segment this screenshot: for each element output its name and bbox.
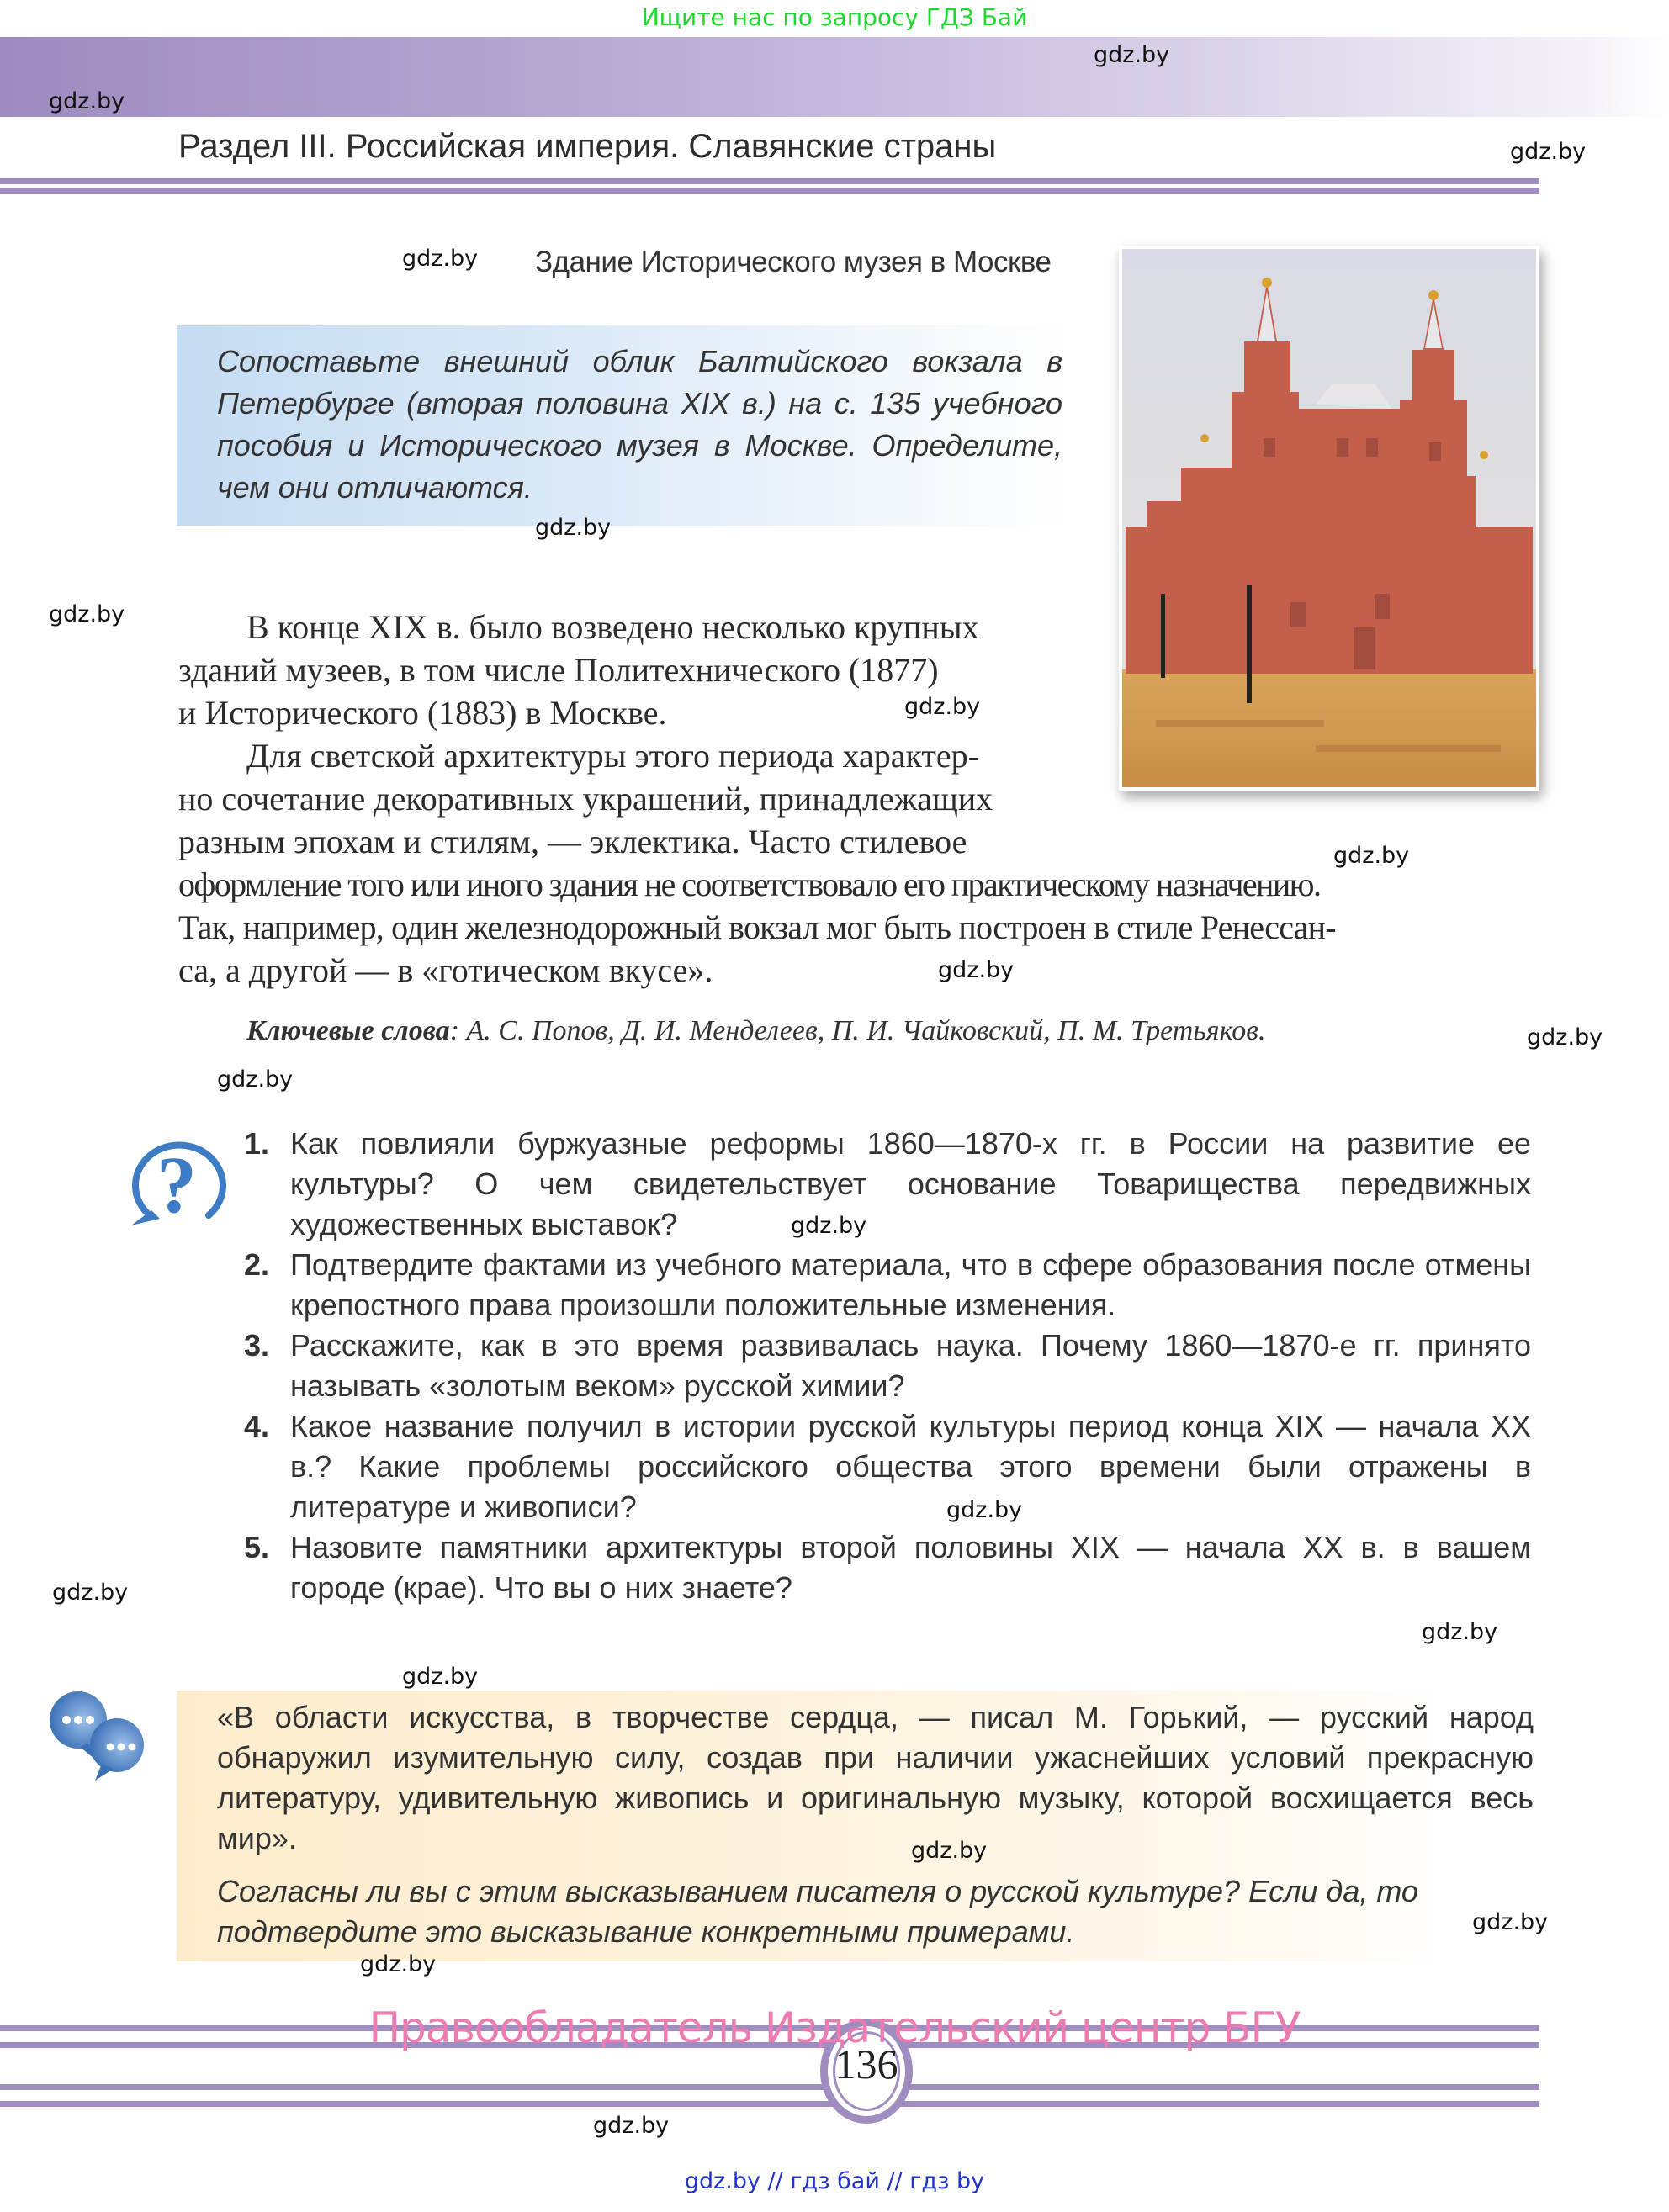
paragraph-line: и Исторического (1883) в Москве. bbox=[178, 694, 667, 732]
question-item: 3. Расскажите, как в это время развивалась наука. Почему 1860—1870-е гг. принято называть «золотым веком» русской химии? bbox=[244, 1328, 1531, 1403]
paragraph-line: оформление того или иного здания не соответствовало его практическому назначению. bbox=[178, 865, 1321, 903]
paragraph-line: но сочетание декоративных украшений, принадлежащих bbox=[178, 780, 993, 818]
task-text: Сопоставьте внешний облик Балтийского вокзала в Петербурге (вторая половина XIX в.) на с. 135 учебного пособия и Исторического музея в Москве. Определите, чем они отличаются. bbox=[217, 344, 1062, 505]
figure-caption: Здание Исторического музея в Москве bbox=[535, 246, 1052, 278]
gdz-watermark: gdz.by bbox=[1422, 1619, 1498, 1645]
historical-museum-image bbox=[1122, 249, 1536, 787]
question-item: 4. Какое название получил в истории русской культуры период конца XIX — начала XX в.? Какие проблемы российского общества этого времени были отражены в литературе и живописи? bbox=[244, 1409, 1531, 1524]
paragraph-line: Так, например, один железнодорожный вокзал мог быть построен в стиле Ренессан- bbox=[178, 908, 1336, 946]
footer-links[interactable]: gdz.by // гдз бай // гдз by bbox=[684, 2168, 985, 2194]
page-number: 136 bbox=[834, 2040, 898, 2088]
gdz-watermark: gdz.by bbox=[52, 1580, 129, 1606]
header-rule bbox=[0, 178, 1539, 184]
svg-text:?: ? bbox=[156, 1140, 197, 1228]
footer-rule bbox=[0, 2101, 1539, 2107]
gdz-watermark: gdz.by bbox=[402, 246, 479, 272]
gdz-watermark: gdz.by bbox=[938, 957, 1015, 983]
gdz-watermark: gdz.by bbox=[360, 1951, 437, 1977]
chat-bubbles-icon bbox=[46, 1686, 151, 1783]
paragraph-line: са, а другой — в «готическом вкусе». bbox=[178, 951, 713, 989]
question-item: 5. Назовите памятники архитектуры второй половины XIX — начала XX в. в вашем городе (крае). Что вы о них знаете? bbox=[244, 1530, 1531, 1605]
key-words bbox=[246, 1015, 1265, 1047]
gdz-watermark: gdz.by bbox=[535, 515, 612, 541]
gorky-quote: «В области искусства, в творчестве сердца, — писал М. Горький, — русский народ обнаружил изумительную силу, создав при наличии ужаснейших условий прекрасную литературу, удивительную живопись и оригинальную музыку, которой восхищается весь мир». bbox=[217, 1700, 1534, 1855]
museum-photo bbox=[1119, 246, 1539, 791]
search-hint-banner: Ищите нас по запросу ГДЗ Бай bbox=[641, 3, 1028, 31]
gdz-watermark: gdz.by bbox=[217, 1066, 294, 1093]
header-band bbox=[0, 37, 1669, 117]
gdz-watermark: gdz.by bbox=[904, 694, 981, 720]
paragraph-line: разным эпохам и стилям, — эклектика. Часто стилевое bbox=[178, 823, 967, 860]
gdz-watermark: gdz.by bbox=[1333, 843, 1410, 869]
gdz-watermark: gdz.by bbox=[1472, 1909, 1549, 1935]
question-icon bbox=[125, 1131, 230, 1228]
gdz-watermark: gdz.by bbox=[911, 1838, 988, 1864]
paragraph-line: Для светской архитектуры этого периода характер- bbox=[246, 737, 979, 775]
question-item: 1. Как повлияли буржуазные реформы 1860—1870-х гг. в России на развитие ее культуры? О чем свидетельствует основание Товарищества передвижных художественных выставок? bbox=[244, 1126, 1531, 1241]
gdz-watermark: gdz.by bbox=[1094, 42, 1170, 68]
gdz-watermark: gdz.by bbox=[402, 1664, 479, 1690]
header-rule bbox=[0, 188, 1539, 194]
footer-rule bbox=[0, 2084, 1539, 2090]
key-words-label: Ключевые слова bbox=[246, 1015, 450, 1046]
gdz-watermark: gdz.by bbox=[1510, 139, 1587, 165]
paragraph-line: В конце XIX в. было возведено несколько крупных bbox=[246, 608, 979, 646]
paragraph-line: зданий музеев, в том числе Политехнического (1877) bbox=[178, 651, 939, 689]
discussion-question: Согласны ли вы с этим высказыванием писателя о русской культуре? Если да, то подтвердите это высказывание конкретными примерами. bbox=[217, 1874, 1418, 1949]
gdz-watermark: gdz.by bbox=[593, 2113, 670, 2139]
gdz-watermark: gdz.by bbox=[49, 88, 125, 114]
question-item: 2. Подтвердите фактами из учебного материала, что в сфере образования после отмены крепостного права произошли положительные изменения. bbox=[244, 1247, 1531, 1322]
section-title: Раздел III. Российская империя. Славянские страны bbox=[178, 128, 997, 165]
gdz-watermark: gdz.by bbox=[946, 1497, 1023, 1523]
copyright-notice: Правообладатель Издательский центр БГУ bbox=[368, 2003, 1301, 2052]
questions-list bbox=[244, 1124, 1531, 1608]
gdz-watermark: gdz.by bbox=[1527, 1024, 1603, 1050]
gdz-watermark: gdz.by bbox=[49, 601, 125, 627]
key-words-list: : А. С. Попов, Д. И. Менделеев, П. И. Чайковский, П. М. Третьяков. bbox=[449, 1015, 1266, 1046]
gdz-watermark: gdz.by bbox=[791, 1213, 867, 1239]
